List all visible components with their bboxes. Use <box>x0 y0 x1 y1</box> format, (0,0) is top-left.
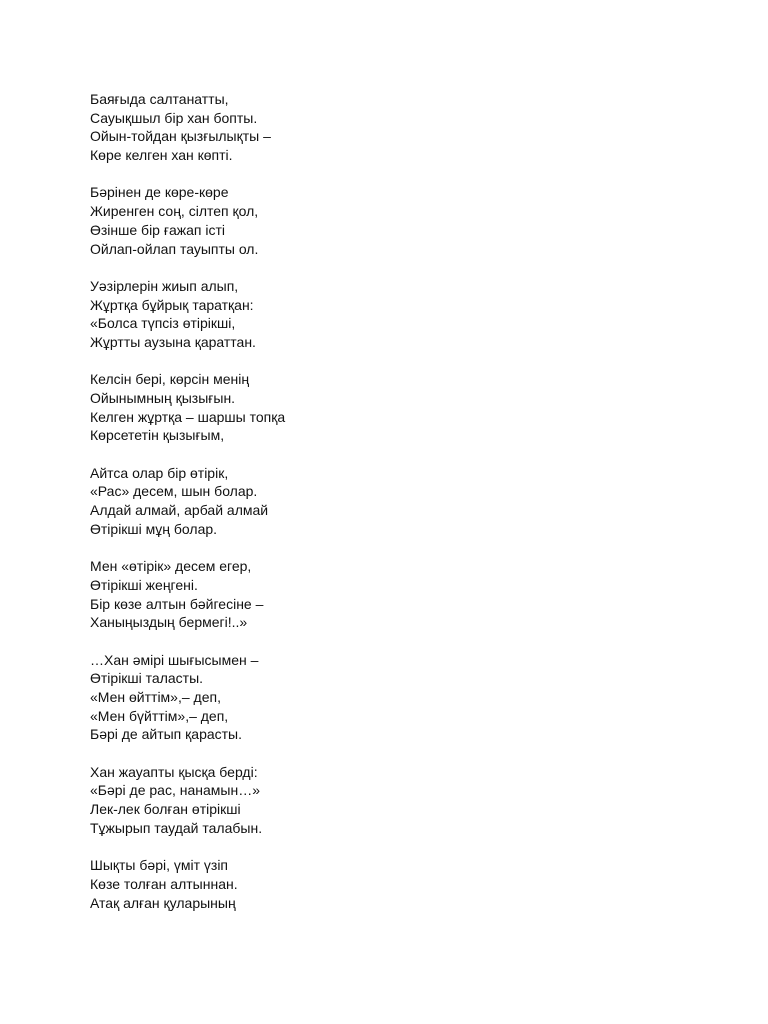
poem-line: Мен «өтірік» десем егер, <box>90 558 252 575</box>
poem-line: Тұжырып таудай талабын. <box>90 819 263 836</box>
poem-line: Ойынымның қызығын. <box>90 390 236 406</box>
poem-line: Келген жұртқа – шаршы топқа <box>90 408 286 425</box>
poem-line: Шықты бәрі, үміт үзіп <box>90 857 229 874</box>
poem-line: «Мен бүйттім»,– деп, <box>90 707 229 724</box>
poem-page <box>90 90 690 931</box>
poem-line: Айтса олар бір өтірік, <box>90 464 229 481</box>
poem-line: Жұртты аузына қараттан. <box>90 333 256 350</box>
poem-line: Атақ алған қуларының <box>90 894 236 911</box>
poem-line: «Мен өйттім»,– деп, <box>90 689 221 705</box>
stanza-7 <box>90 651 690 744</box>
poem-line: Сауықшыл бір хан бопты. <box>90 109 258 126</box>
stanza-6 <box>90 557 690 632</box>
poem-line: Жиренген соң, сілтеп қол, <box>90 203 259 220</box>
poem-line: «Болса түпсіз өтірікші, <box>90 315 236 332</box>
poem-line: Ойлап-ойлап тауыпты ол. <box>90 240 259 257</box>
poem-line: Алдай алмай, арбай алмай <box>90 502 269 519</box>
poem-line: Көрсететін қызығым, <box>90 427 225 444</box>
poem-line: «Бәрі де рас, нанамын…» <box>90 782 260 799</box>
poem-line: Бәрі де айтып қарасты. <box>90 726 243 743</box>
stanza-1 <box>90 90 690 165</box>
poem-line: Бір көзе алтын бәйгесіне – <box>90 595 264 612</box>
poem-line: Баяғыда салтанатты, <box>90 91 229 107</box>
poem-line: «Рас» десем, шын болар. <box>90 483 258 500</box>
poem-line: Хан жауапты қысқа берді: <box>90 763 258 780</box>
poem-line: Өтірікші жеңгені. <box>90 576 198 593</box>
poem-line: Жұртқа бұйрық таратқан: <box>90 296 254 313</box>
poem-line: Көзе толған алтыннан. <box>90 875 238 892</box>
poem-line: Бәрінен де көре-көре <box>90 184 229 201</box>
poem-line: Лек-лек болған өтірікші <box>90 801 241 818</box>
stanza-8 <box>90 763 690 838</box>
stanza-9 <box>90 856 690 912</box>
poem-line: …Хан әмірі шығысымен – <box>90 651 259 668</box>
stanza-3 <box>90 277 690 352</box>
poem-line: Ханыңыздың бермегі!..» <box>90 614 248 631</box>
poem-line: Өтірікші таласты. <box>90 670 204 687</box>
poem-line: Өтірікші мұң болар. <box>90 520 218 537</box>
poem-line: Келсін бері, көрсін менің <box>90 371 250 388</box>
stanza-4 <box>90 370 690 445</box>
poem-line: Көре келген хан көпті. <box>90 147 233 164</box>
poem-line: Ойын-тойдан қызғылықты – <box>90 128 271 145</box>
poem-line: Өзінше бір ғажап істі <box>90 221 226 238</box>
poem-line: Уәзірлерін жиып алып, <box>90 277 239 294</box>
stanza-5 <box>90 464 690 539</box>
stanza-2 <box>90 183 690 258</box>
